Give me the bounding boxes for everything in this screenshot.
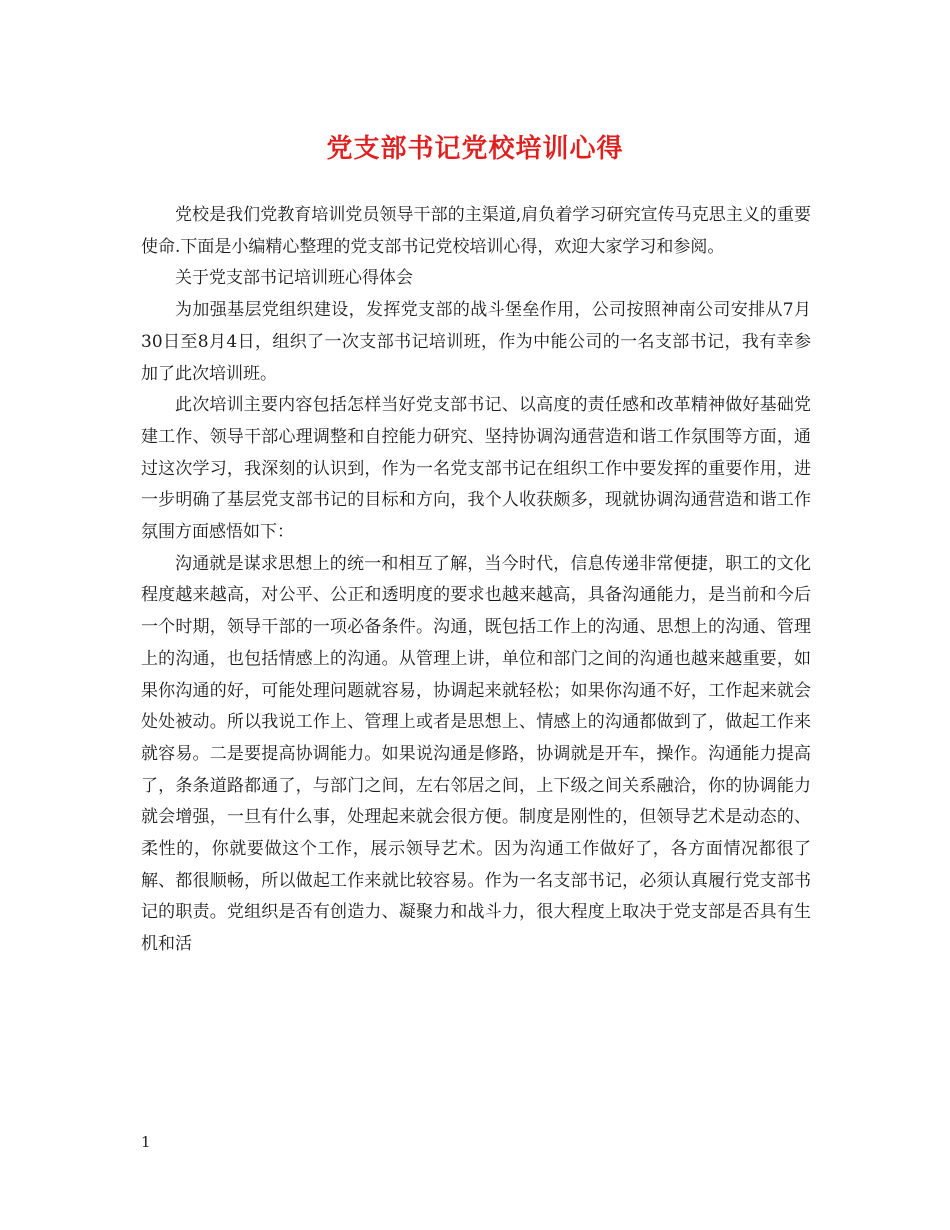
- body-paragraph: 为加强基层党组织建设，发挥党支部的战斗堡垒作用，公司按照神南公司安排从7月30日至8月4日，组织了一次支部书记培训班，作为中能公司的一名支部书记，我有幸参加了此次培训班。: [141, 300, 811, 384]
- body-paragraph: 此次培训主要内容包括怎样当好党支部书记、以高度的责任感和改革精神做好基础党建工作、领导干部心理调整和自控能力研究、坚持协调沟通营造和谐工作氛围等方面，通过这次学习，我深刻的认识到，作为一名党支部书记在组织工作中要发挥的重要作用，进一步明确了基层党支部书记的目标和方向，我个人收获颇多，现就协调沟通营造和谐工作氛围方面感悟如下：: [141, 395, 811, 543]
- body-paragraph: 沟通就是谋求思想上的统一和相互了解，当今时代，信息传递非常便捷，职工的文化程度越来越高，对公平、公正和透明度的要求也越来越高，具备沟通能力，是当前和今后一个时期，领导干部的一项必备条件。沟通，既包括工作上的沟通、思想上的沟通、管理上的沟通，也包括情感上的沟通。从管理上讲，单位和部门之间的沟通也越来越重要，如果你沟通的好，可能处理问题就容易，协调起来就轻松；如果你沟通不好，工作起来就会处处被动。所以我说工作上、管理上或者是思想上、情感上的沟通都做到了，做起工作来就容易。二是要提高协调能力。如果说沟通是修路，协调就是开车，操作。沟通能力提高了，条条道路都通了，与部门之间，左右邻居之间，上下级之间关系融洽，你的协调能力就会增强，一旦有什么事，处理起来就会很方便。制度是刚性的，但领导艺术是动态的、柔性的，你就要做这个工作，展示领导艺术。因为沟通工作做好了，各方面情况都很了解、都很顺畅，所以做起工作来就比较容易。作为一名支部书记，必须认真履行党支部书记的职责。党组织是否有创造力、凝聚力和战斗力，很大程度上取决于党支部是否具有生机和活: [141, 553, 811, 955]
- page-number: 1: [141, 1133, 151, 1151]
- section-heading: 关于党支部书记培训班心得体会: [175, 268, 413, 289]
- document-title: 党支部书记党校培训心得: [326, 134, 624, 164]
- document-body: [141, 200, 811, 961]
- intro-paragraph: 党校是我们党教育培训党员领导干部的主渠道,肩负着学习研究宣传马克思主义的重要使命.下面是小编精心整理的党支部书记党校培训心得，欢迎大家学习和参阅。: [141, 205, 811, 257]
